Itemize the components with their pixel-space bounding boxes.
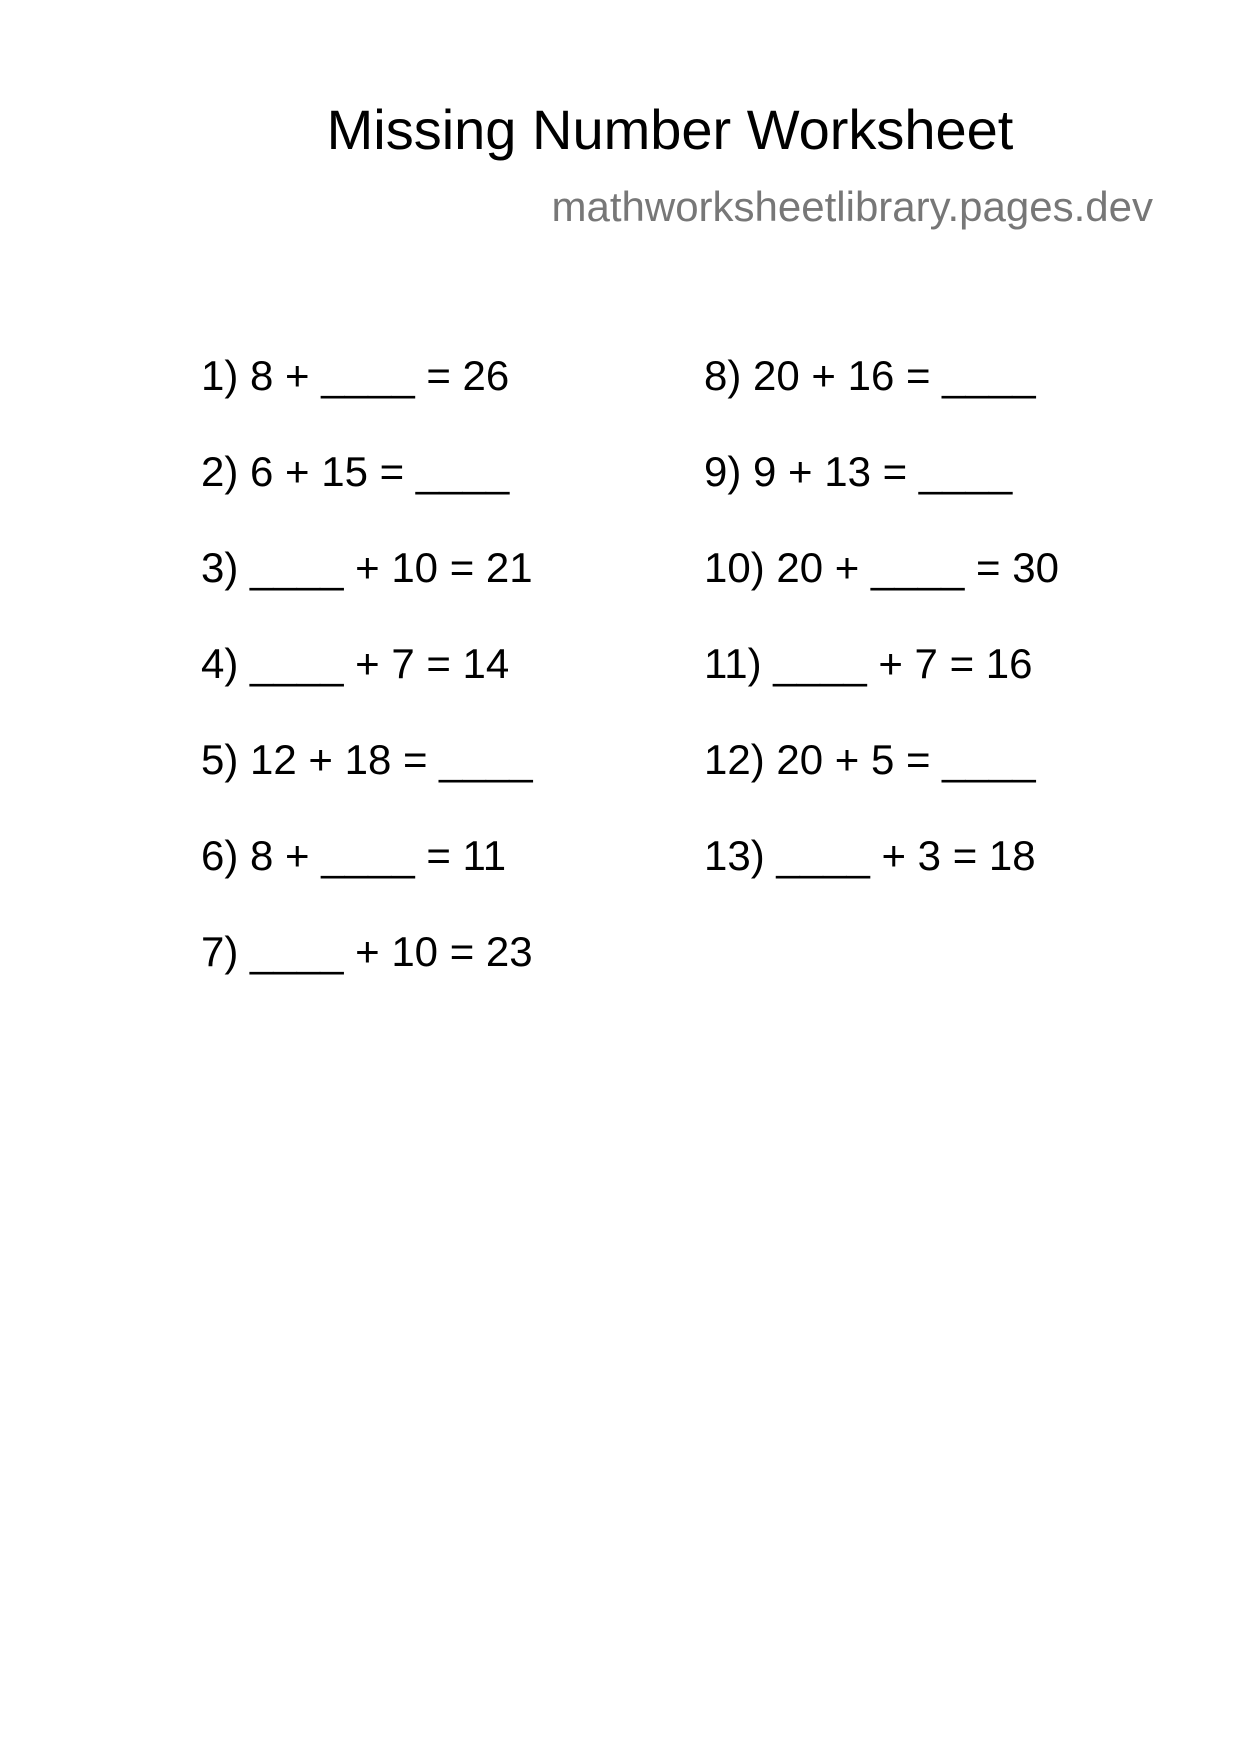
problem-13: 13) ____ + 3 = 18 [704, 832, 1036, 879]
problem-5: 5) 12 + 18 = ____ [201, 736, 533, 783]
problem-4: 4) ____ + 7 = 14 [201, 640, 510, 687]
source-url: mathworksheetlibrary.pages.dev [551, 183, 1153, 230]
worksheet-title: Missing Number Worksheet [326, 98, 1014, 161]
problem-11: 11) ____ + 7 = 16 [704, 640, 1033, 687]
problem-9: 9) 9 + 13 = ____ [704, 448, 1013, 495]
problem-2: 2) 6 + 15 = ____ [201, 448, 510, 495]
problem-12: 12) 20 + 5 = ____ [704, 736, 1036, 783]
problem-7: 7) ____ + 10 = 23 [201, 928, 533, 975]
problem-6: 6) 8 + ____ = 11 [201, 832, 507, 879]
problems-column-left [201, 352, 533, 1024]
problem-10: 10) 20 + ____ = 30 [704, 544, 1059, 591]
problems-column-right [704, 352, 1059, 928]
problem-3: 3) ____ + 10 = 21 [201, 544, 533, 591]
problem-1: 1) 8 + ____ = 26 [201, 352, 510, 399]
problem-8: 8) 20 + 16 = ____ [704, 352, 1036, 399]
